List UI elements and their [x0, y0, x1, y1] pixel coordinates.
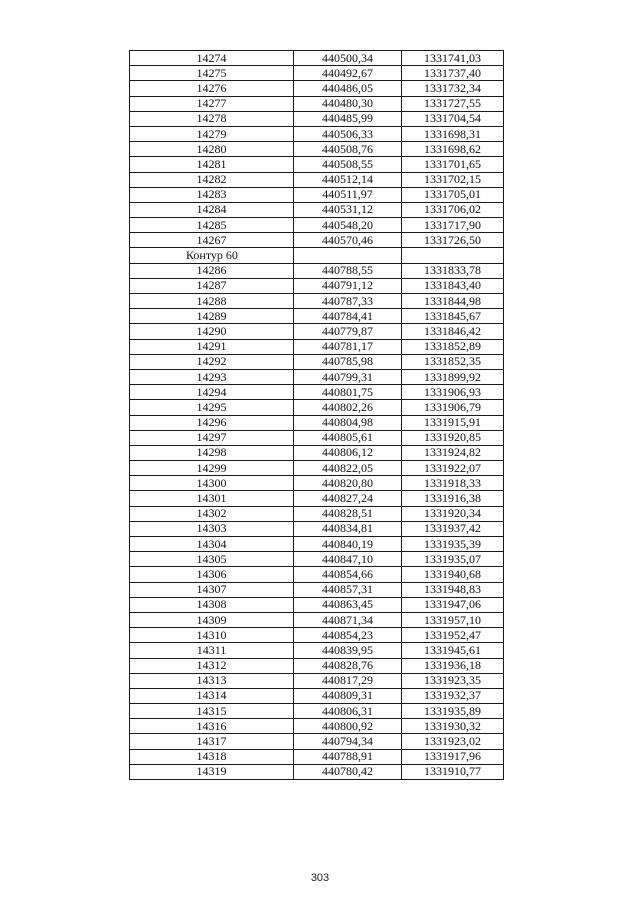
x-coordinate-cell: 440805,61	[294, 430, 402, 445]
point-number-cell: 14293	[130, 369, 294, 384]
y-coordinate-cell: 1331705,01	[402, 187, 504, 202]
x-coordinate-cell: 440784,41	[294, 309, 402, 324]
point-number-cell: 14299	[130, 461, 294, 476]
x-coordinate-cell: 440480,30	[294, 96, 402, 111]
x-coordinate-cell: 440492,67	[294, 66, 402, 81]
x-coordinate-cell: 440854,66	[294, 567, 402, 582]
table-row	[130, 369, 504, 384]
y-coordinate-cell: 1331924,82	[402, 445, 504, 460]
y-coordinate-cell: 1331920,85	[402, 430, 504, 445]
point-number-cell: 14312	[130, 658, 294, 673]
y-coordinate-cell: 1331922,07	[402, 461, 504, 476]
table-row	[130, 111, 504, 126]
point-number-cell: 14311	[130, 643, 294, 658]
x-coordinate-cell: 440531,12	[294, 202, 402, 217]
table-row	[130, 81, 504, 96]
point-number-cell: 14295	[130, 400, 294, 415]
point-number-cell: 14290	[130, 324, 294, 339]
x-coordinate-cell: 440508,76	[294, 142, 402, 157]
x-coordinate-cell: 440787,33	[294, 294, 402, 309]
table-row	[130, 415, 504, 430]
y-coordinate-cell: 1331843,40	[402, 278, 504, 293]
x-coordinate-cell: 440506,33	[294, 126, 402, 141]
table-row	[130, 476, 504, 491]
table-row	[130, 339, 504, 354]
point-number-cell: 14274	[130, 51, 294, 66]
table-row	[130, 597, 504, 612]
point-number-cell: 14304	[130, 537, 294, 552]
table-row	[130, 233, 504, 248]
x-coordinate-cell: 440791,12	[294, 278, 402, 293]
coordinates-table-body	[130, 51, 504, 780]
x-coordinate-cell: 440801,75	[294, 385, 402, 400]
y-coordinate-cell: 1331845,67	[402, 309, 504, 324]
y-coordinate-cell: 1331727,55	[402, 96, 504, 111]
x-coordinate-cell: 440486,05	[294, 81, 402, 96]
y-coordinate-cell: 1331906,93	[402, 385, 504, 400]
y-coordinate-cell: 1331910,77	[402, 764, 504, 779]
x-coordinate-cell: 440854,23	[294, 628, 402, 643]
x-coordinate-cell: 440780,42	[294, 764, 402, 779]
contour-header-row	[130, 248, 504, 263]
x-coordinate-cell: 440863,45	[294, 597, 402, 612]
point-number-cell: 14288	[130, 294, 294, 309]
table-row	[130, 688, 504, 703]
point-number-cell: 14310	[130, 628, 294, 643]
y-coordinate-cell: 1331702,15	[402, 172, 504, 187]
y-coordinate-cell: 1331947,06	[402, 597, 504, 612]
x-coordinate-cell: 440548,20	[294, 218, 402, 233]
point-number-cell: 14283	[130, 187, 294, 202]
x-coordinate-cell: 440847,10	[294, 552, 402, 567]
table-row	[130, 51, 504, 66]
page-number: 303	[310, 872, 330, 884]
x-coordinate-cell: 440828,51	[294, 506, 402, 521]
x-coordinate-cell: 440794,34	[294, 734, 402, 749]
y-coordinate-cell: 1331917,96	[402, 749, 504, 764]
y-coordinate-cell: 1331932,37	[402, 688, 504, 703]
table-row	[130, 187, 504, 202]
table-row	[130, 385, 504, 400]
y-coordinate-cell: 1331698,31	[402, 126, 504, 141]
x-coordinate-cell: 440871,34	[294, 612, 402, 627]
x-coordinate-cell: 440511,97	[294, 187, 402, 202]
y-coordinate-cell: 1331915,91	[402, 415, 504, 430]
table-row	[130, 764, 504, 779]
point-number-cell: 14297	[130, 430, 294, 445]
x-coordinate-cell: 440857,31	[294, 582, 402, 597]
y-coordinate-cell	[402, 248, 504, 263]
point-number-cell: 14285	[130, 218, 294, 233]
y-coordinate-cell: 1331906,79	[402, 400, 504, 415]
x-coordinate-cell: 440485,99	[294, 111, 402, 126]
y-coordinate-cell: 1331920,34	[402, 506, 504, 521]
point-number-cell: 14319	[130, 764, 294, 779]
table-row	[130, 673, 504, 688]
x-coordinate-cell: 440799,31	[294, 369, 402, 384]
y-coordinate-cell: 1331852,89	[402, 339, 504, 354]
table-row	[130, 430, 504, 445]
x-coordinate-cell: 440788,55	[294, 263, 402, 278]
table-row	[130, 643, 504, 658]
x-coordinate-cell: 440820,80	[294, 476, 402, 491]
y-coordinate-cell: 1331844,98	[402, 294, 504, 309]
table-row	[130, 66, 504, 81]
y-coordinate-cell: 1331952,47	[402, 628, 504, 643]
point-number-cell: 14281	[130, 157, 294, 172]
point-number-cell: 14287	[130, 278, 294, 293]
point-number-cell: 14279	[130, 126, 294, 141]
point-number-cell: 14305	[130, 552, 294, 567]
y-coordinate-cell: 1331732,34	[402, 81, 504, 96]
table-row	[130, 521, 504, 536]
x-coordinate-cell	[294, 248, 402, 263]
table-row	[130, 734, 504, 749]
x-coordinate-cell: 440788,91	[294, 749, 402, 764]
point-number-cell: 14316	[130, 719, 294, 734]
y-coordinate-cell: 1331957,10	[402, 612, 504, 627]
y-coordinate-cell: 1331948,83	[402, 582, 504, 597]
point-number-cell: 14292	[130, 354, 294, 369]
point-number-cell: Контур 60	[130, 248, 294, 263]
y-coordinate-cell: 1331935,89	[402, 704, 504, 719]
y-coordinate-cell: 1331698,62	[402, 142, 504, 157]
y-coordinate-cell: 1331704,54	[402, 111, 504, 126]
y-coordinate-cell: 1331936,18	[402, 658, 504, 673]
point-number-cell: 14302	[130, 506, 294, 521]
point-number-cell: 14307	[130, 582, 294, 597]
point-number-cell: 14286	[130, 263, 294, 278]
x-coordinate-cell: 440781,17	[294, 339, 402, 354]
table-row	[130, 749, 504, 764]
y-coordinate-cell: 1331899,92	[402, 369, 504, 384]
table-row	[130, 96, 504, 111]
point-number-cell: 14291	[130, 339, 294, 354]
y-coordinate-cell: 1331737,40	[402, 66, 504, 81]
table-row	[130, 263, 504, 278]
x-coordinate-cell: 440779,87	[294, 324, 402, 339]
table-row	[130, 567, 504, 582]
table-row	[130, 445, 504, 460]
y-coordinate-cell: 1331846,42	[402, 324, 504, 339]
table-row	[130, 461, 504, 476]
point-number-cell: 14267	[130, 233, 294, 248]
y-coordinate-cell: 1331741,03	[402, 51, 504, 66]
point-number-cell: 14303	[130, 521, 294, 536]
point-number-cell: 14280	[130, 142, 294, 157]
table-row	[130, 324, 504, 339]
point-number-cell: 14300	[130, 476, 294, 491]
point-number-cell: 14317	[130, 734, 294, 749]
y-coordinate-cell: 1331918,33	[402, 476, 504, 491]
point-number-cell: 14309	[130, 612, 294, 627]
point-number-cell: 14282	[130, 172, 294, 187]
x-coordinate-cell: 440834,81	[294, 521, 402, 536]
point-number-cell: 14314	[130, 688, 294, 703]
y-coordinate-cell: 1331701,65	[402, 157, 504, 172]
x-coordinate-cell: 440809,31	[294, 688, 402, 703]
point-number-cell: 14275	[130, 66, 294, 81]
x-coordinate-cell: 440804,98	[294, 415, 402, 430]
table-row	[130, 142, 504, 157]
y-coordinate-cell: 1331940,68	[402, 567, 504, 582]
point-number-cell: 14289	[130, 309, 294, 324]
table-row	[130, 278, 504, 293]
table-row	[130, 157, 504, 172]
table-row	[130, 552, 504, 567]
y-coordinate-cell: 1331945,61	[402, 643, 504, 658]
x-coordinate-cell: 440828,76	[294, 658, 402, 673]
x-coordinate-cell: 440806,31	[294, 704, 402, 719]
point-number-cell: 14318	[130, 749, 294, 764]
y-coordinate-cell: 1331852,35	[402, 354, 504, 369]
x-coordinate-cell: 440827,24	[294, 491, 402, 506]
x-coordinate-cell: 440822,05	[294, 461, 402, 476]
point-number-cell: 14296	[130, 415, 294, 430]
table-row	[130, 506, 504, 521]
table-row	[130, 294, 504, 309]
table-row	[130, 126, 504, 141]
x-coordinate-cell: 440840,19	[294, 537, 402, 552]
y-coordinate-cell: 1331916,38	[402, 491, 504, 506]
point-number-cell: 14278	[130, 111, 294, 126]
table-row	[130, 612, 504, 627]
y-coordinate-cell: 1331717,90	[402, 218, 504, 233]
table-row	[130, 218, 504, 233]
table-row	[130, 582, 504, 597]
x-coordinate-cell: 440512,14	[294, 172, 402, 187]
table-row	[130, 400, 504, 415]
y-coordinate-cell: 1331930,32	[402, 719, 504, 734]
y-coordinate-cell: 1331923,35	[402, 673, 504, 688]
table-row	[130, 658, 504, 673]
y-coordinate-cell: 1331726,50	[402, 233, 504, 248]
table-row	[130, 704, 504, 719]
x-coordinate-cell: 440500,34	[294, 51, 402, 66]
point-number-cell: 14315	[130, 704, 294, 719]
x-coordinate-cell: 440802,26	[294, 400, 402, 415]
point-number-cell: 14294	[130, 385, 294, 400]
x-coordinate-cell: 440800,92	[294, 719, 402, 734]
y-coordinate-cell: 1331706,02	[402, 202, 504, 217]
point-number-cell: 14298	[130, 445, 294, 460]
y-coordinate-cell: 1331937,42	[402, 521, 504, 536]
table-row	[130, 491, 504, 506]
y-coordinate-cell: 1331935,07	[402, 552, 504, 567]
table-row	[130, 719, 504, 734]
y-coordinate-cell: 1331923,02	[402, 734, 504, 749]
point-number-cell: 14308	[130, 597, 294, 612]
x-coordinate-cell: 440839,95	[294, 643, 402, 658]
point-number-cell: 14276	[130, 81, 294, 96]
y-coordinate-cell: 1331935,39	[402, 537, 504, 552]
table-row	[130, 537, 504, 552]
x-coordinate-cell: 440785,98	[294, 354, 402, 369]
point-number-cell: 14313	[130, 673, 294, 688]
table-row	[130, 172, 504, 187]
table-row	[130, 354, 504, 369]
table-row	[130, 202, 504, 217]
table-row	[130, 628, 504, 643]
coordinates-table	[129, 50, 504, 780]
point-number-cell: 14301	[130, 491, 294, 506]
point-number-cell: 14277	[130, 96, 294, 111]
point-number-cell: 14284	[130, 202, 294, 217]
point-number-cell: 14306	[130, 567, 294, 582]
x-coordinate-cell: 440508,55	[294, 157, 402, 172]
table-row	[130, 309, 504, 324]
x-coordinate-cell: 440806,12	[294, 445, 402, 460]
y-coordinate-cell: 1331833,78	[402, 263, 504, 278]
x-coordinate-cell: 440570,46	[294, 233, 402, 248]
x-coordinate-cell: 440817,29	[294, 673, 402, 688]
